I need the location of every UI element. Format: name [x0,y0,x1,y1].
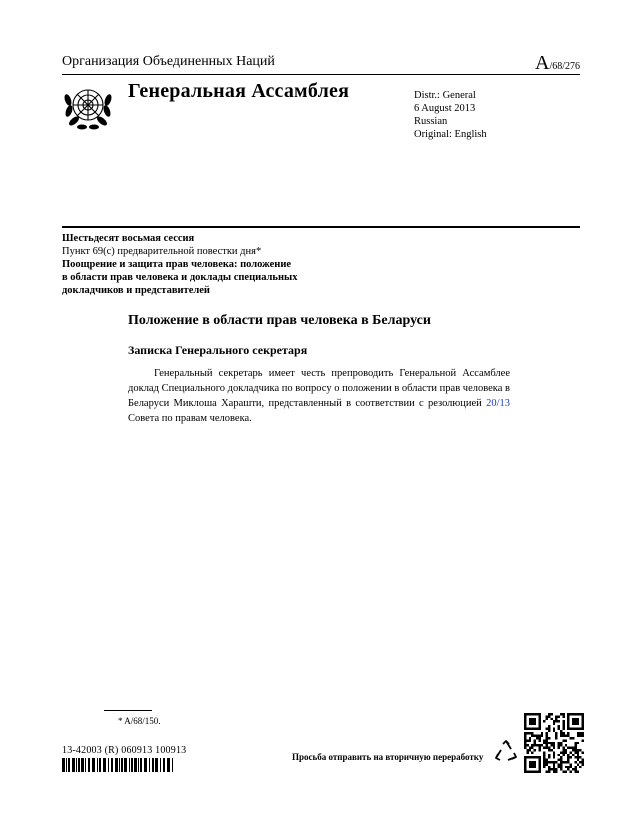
symbol-number: /68/276 [549,61,580,72]
document-title: Положение в области прав человека в Беларуси [128,313,431,328]
date-line: 6 August 2013 [414,103,476,114]
session-block [62,232,342,297]
distr-line: Distr.: General [414,90,476,101]
assembly-title: Генеральная Ассамблея [128,80,350,102]
resolution-link[interactable]: 20/13 [486,398,510,409]
recycle-note: Просьба отправить на вторичную переработку [292,752,484,762]
document-symbol [535,52,580,75]
language-line: Russian [414,116,448,127]
qr-code-icon [524,713,584,773]
section-rule [62,226,580,228]
document-number: 13-42003 (R) 060913 100913 [62,745,187,756]
agenda-title-3: докладчиков и представителей [62,285,210,296]
agenda-item: Пункт 69(c) предварительной повестки дня* [62,246,262,257]
session-name: Шестьдесят восьмая сессия [62,233,195,244]
un-emblem-icon [62,80,114,132]
paragraph-text-2: Совета по правам человека. [128,413,252,424]
agenda-title-2: в области прав человека и доклады специальных [62,272,298,283]
agenda-title-1: Поощрение и защита прав человека: положение [62,259,292,270]
barcode-icon [62,758,174,772]
footnote-rule [104,710,152,711]
document-subtitle: Записка Генерального секретаря [128,343,308,357]
recycle-icon [494,740,518,764]
header-rule [62,74,580,75]
paragraph-text-1: Генеральный секретарь имеет честь препроводить Генеральной Ассамблее доклад Специального докладчика по вопросу о положении в области прав человека в Беларуси Миклоша Харашти, представленный в соответствии с резолюцией [128,368,510,409]
original-line: Original: English [414,129,487,140]
symbol-letter: A [534,52,550,74]
organization-name: Организация Объединенных Наций [62,54,275,69]
distribution-block [414,89,487,141]
footnote: * A/68/150. [118,716,161,726]
body-paragraph [128,366,510,426]
